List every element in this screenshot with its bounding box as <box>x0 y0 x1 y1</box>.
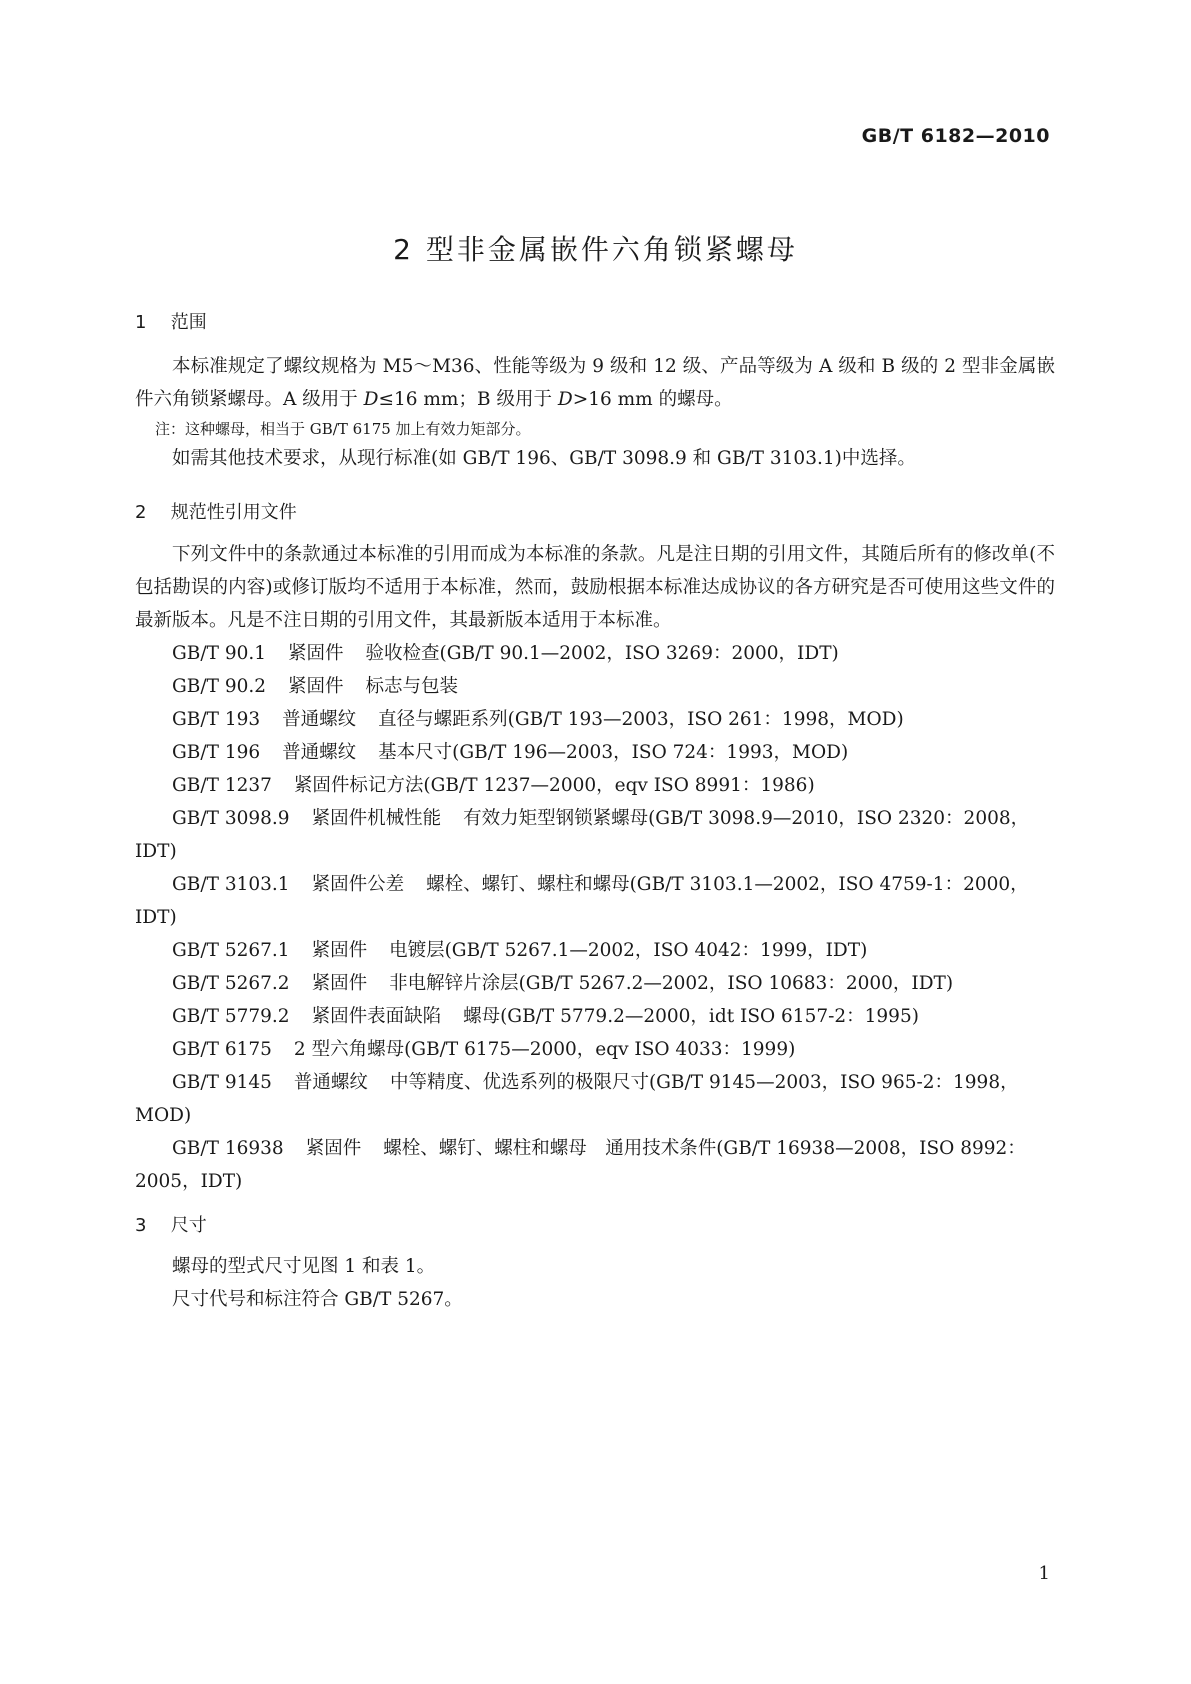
reference-subtitle: 基本尺寸(GB/T 196—2003，ISO 724：1993，MOD) <box>378 742 849 763</box>
reference-item <box>135 670 1055 703</box>
reference-code: GB/T 5267.2 <box>172 973 290 994</box>
reference-item <box>135 868 1055 934</box>
reference-item <box>135 802 1055 868</box>
reference-subtitle: 螺栓、螺钉、螺柱和螺母 通用技术条件(GB/T 16938—2008，ISO 8992： <box>383 1138 1026 1159</box>
reference-title: 普通螺纹 <box>282 742 357 763</box>
reference-title: 普通螺纹 <box>293 1072 368 1093</box>
reference-title: 紧固件 <box>288 643 344 664</box>
reference-subtitle: 中等精度、优选系列的极限尺寸(GB/T 9145—2003，ISO 965-2：1998， <box>389 1072 1019 1093</box>
reference-code: GB/T 5267.1 <box>172 940 290 961</box>
standard-code: GB/T 6182—2010 <box>861 125 1050 147</box>
reference-title: 紧固件表面缺陷 <box>311 1006 442 1027</box>
references-intro: 下列文件中的条款通过本标准的引用而成为本标准的条款。凡是注日期的引用文件，其随后所有的修改单(不包括勘误的内容)或修订版均不适用于本标准，然而，鼓励根据本标准达成协议的各方研究是否可使用这些文件的最新版本。凡是不注日期的引用文件，其最新版本适用于本标准。 <box>135 544 1055 631</box>
section-number: 1 <box>135 312 147 333</box>
reference-code: GB/T 5779.2 <box>172 1006 290 1027</box>
reference-code: GB/T 90.2 <box>172 676 267 697</box>
reference-subtitle: 螺栓、螺钉、螺柱和螺母(GB/T 3103.1—2002，ISO 4759-1：2000， <box>426 874 1029 895</box>
reference-title: 紧固件公差 <box>311 874 405 895</box>
dimensions-paragraph-2: 尺寸代号和标注符合 GB/T 5267。 <box>172 1289 463 1310</box>
reference-subtitle: 直径与螺距系列(GB/T 193—2003，ISO 261：1998，MOD) <box>378 709 904 730</box>
reference-item <box>135 1033 1055 1066</box>
reference-subtitle: 螺母(GB/T 5779.2—2000，idt ISO 6157-2：1995) <box>463 1006 919 1027</box>
reference-continuation: 2005，IDT) <box>135 1171 243 1192</box>
section-number: 3 <box>135 1215 147 1236</box>
section-2-body <box>135 538 1055 1198</box>
reference-continuation: IDT) <box>135 841 177 862</box>
reference-code: GB/T 9145 <box>172 1072 272 1093</box>
section-2-heading <box>135 498 297 524</box>
reference-code: GB/T 196 <box>172 742 261 763</box>
dimensions-paragraph: 螺母的型式尺寸见图 1 和表 1。 <box>172 1256 436 1277</box>
section-number: 2 <box>135 502 147 523</box>
reference-item <box>135 1000 1055 1033</box>
reference-title: 普通螺纹 <box>282 709 357 730</box>
reference-item <box>135 703 1055 736</box>
reference-code: GB/T 193 <box>172 709 261 730</box>
reference-item <box>135 934 1055 967</box>
scope-note: 注：这种螺母，相当于 GB/T 6175 加上有效力矩部分。 <box>155 420 531 438</box>
section-title: 范围 <box>170 312 207 333</box>
reference-item <box>135 637 1055 670</box>
reference-code: GB/T 6175 <box>172 1039 272 1060</box>
scope-paragraph: 本标准规定了螺纹规格为 M5～M36、性能等级为 9 级和 12 级、产品等级为 A 级和 B 级的 2 型非金属嵌件六角锁紧螺母。A 级用于 D≤16 mm；B 级用于 D>16 mm 的螺母。 <box>135 356 1055 410</box>
reference-code: GB/T 3098.9 <box>172 808 290 829</box>
section-1-heading <box>135 308 207 334</box>
reference-item <box>135 769 1055 802</box>
section-3-body <box>135 1250 1055 1316</box>
reference-title: 紧固件机械性能 <box>311 808 442 829</box>
reference-subtitle: 验收检查(GB/T 90.1—2002，ISO 3269：2000，IDT) <box>365 643 839 664</box>
reference-subtitle: 标志与包装 <box>365 676 459 697</box>
section-title: 规范性引用文件 <box>170 502 297 523</box>
reference-code: GB/T 90.1 <box>172 643 267 664</box>
reference-title: 紧固件 <box>311 940 368 961</box>
reference-subtitle: 电镀层(GB/T 5267.1—2002，ISO 4042：1999，IDT) <box>389 940 868 961</box>
reference-title: 紧固件 <box>305 1138 362 1159</box>
section-1-body <box>135 350 1055 475</box>
scope-paragraph-2: 如需其他技术要求，从现行标准(如 GB/T 196、GB/T 3098.9 和 GB/T 3103.1)中选择。 <box>172 448 916 469</box>
reference-title: 2 型六角螺母(GB/T 6175—2000，eqv ISO 4033：1999) <box>293 1039 796 1060</box>
page-number: 1 <box>1038 1563 1050 1584</box>
reference-continuation: IDT) <box>135 907 177 928</box>
reference-code: GB/T 3103.1 <box>172 874 290 895</box>
section-title: 尺寸 <box>170 1215 207 1236</box>
reference-subtitle: 非电解锌片涂层(GB/T 5267.2—2002，ISO 10683：2000，IDT) <box>389 973 954 994</box>
reference-code: GB/T 16938 <box>172 1138 284 1159</box>
reference-title: 紧固件 <box>311 973 368 994</box>
reference-item <box>135 1066 1055 1132</box>
reference-title: 紧固件 <box>288 676 344 697</box>
reference-list <box>135 637 1055 1198</box>
reference-item <box>135 736 1055 769</box>
reference-item <box>135 967 1055 1000</box>
reference-continuation: MOD) <box>135 1105 192 1126</box>
reference-item <box>135 1132 1055 1198</box>
section-3-heading <box>135 1211 207 1237</box>
reference-title: 紧固件标记方法(GB/T 1237—2000，eqv ISO 8991：1986) <box>293 775 815 796</box>
reference-code: GB/T 1237 <box>172 775 272 796</box>
reference-subtitle: 有效力矩型钢锁紧螺母(GB/T 3098.9—2010，ISO 2320：2008， <box>463 808 1030 829</box>
page-title: 2 型非金属嵌件六角锁紧螺母 <box>393 233 798 266</box>
